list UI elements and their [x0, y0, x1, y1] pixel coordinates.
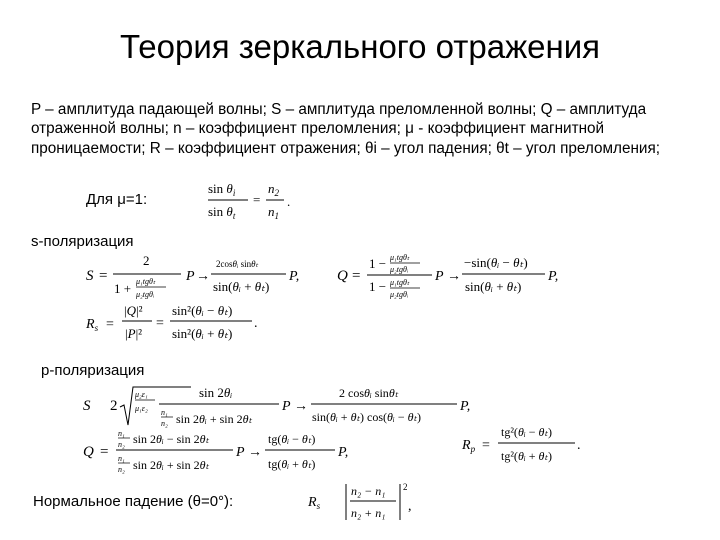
svg-text:S: S	[83, 398, 91, 414]
svg-text:sin(θᵢ + θₜ): sin(θᵢ + θₜ)	[213, 279, 270, 294]
svg-text:=: =	[482, 438, 490, 453]
svg-text:Rs: $R_s$	[308, 495, 321, 511]
s-reflected-formula	[337, 253, 572, 308]
svg-text:sin θt: $\sin \theta_t$	[208, 204, 236, 221]
svg-text:μ₁ε₂: μ₁ε₂	[135, 404, 148, 413]
svg-text:2: 2	[143, 253, 150, 268]
svg-text:−sin(θᵢ − θₜ): −sin(θᵢ − θₜ)	[464, 255, 528, 270]
svg-text:Q: Q	[337, 268, 348, 284]
svg-text:sin(θᵢ + θₜ) cos(θᵢ − θₜ): sin(θᵢ + θₜ) cos(θᵢ − θₜ)	[312, 410, 422, 424]
svg-text:μ₂tgθᵢ: μ₂tgθᵢ	[390, 265, 409, 274]
svg-text:n₁: n₁	[161, 408, 168, 417]
svg-text:n₂ + n₁: n₂ + n₁	[351, 506, 386, 520]
svg-text:|Q|²: |Q|²	[124, 303, 143, 318]
normal-incidence-formula	[308, 480, 428, 535]
svg-text:μ₁tgθₜ: μ₁tgθₜ	[390, 253, 410, 262]
svg-text:n1: $n_1$	[268, 204, 279, 221]
svg-text:Rs: $R_s$	[86, 317, 99, 333]
svg-text:S: S	[86, 268, 94, 284]
svg-text:2: 2	[403, 482, 408, 492]
svg-text:μ₂tgθᵢ: μ₂tgθᵢ	[390, 290, 409, 299]
svg-text:=: =	[106, 317, 114, 332]
svg-text:sin 2θᵢ + sin 2θₜ: sin 2θᵢ + sin 2θₜ	[133, 458, 210, 472]
svg-text:→: →	[294, 399, 308, 414]
svg-text:P: P	[236, 445, 245, 460]
svg-text:sin²(θᵢ − θₜ): sin²(θᵢ − θₜ)	[172, 303, 233, 318]
p-reflected-formula	[83, 428, 363, 483]
svg-text:2 cosθᵢ sinθₜ: 2 cosθᵢ sinθₜ	[339, 386, 399, 400]
snell-formula	[208, 178, 298, 229]
svg-text:n₂: n₂	[118, 465, 125, 474]
svg-text:Rp: $R_p$	[462, 438, 476, 454]
svg-text:.: .	[254, 316, 258, 331]
slide-title: Теория зеркального отражения	[119, 28, 601, 65]
svg-text:1 +: 1 +	[114, 281, 132, 296]
svg-text:n₂: n₂	[161, 419, 168, 428]
svg-text:μ₁tgθₜ: μ₁tgθₜ	[136, 277, 156, 286]
svg-text:P: P	[435, 269, 444, 284]
svg-text:Q: Q	[83, 444, 94, 460]
svg-text:2: 2	[110, 398, 118, 414]
svg-text:sin(θᵢ + θₜ): sin(θᵢ + θₜ)	[465, 279, 522, 294]
svg-text:→: →	[248, 445, 262, 460]
svg-text:n₁: n₁	[118, 429, 125, 438]
svg-text:|P|²: |P|²	[125, 326, 143, 341]
svg-text:n2: $n_2$	[268, 181, 279, 198]
svg-text:sin 2θᵢ + sin 2θₜ: sin 2θᵢ + sin 2θₜ	[176, 412, 253, 426]
svg-text:=: =	[352, 268, 361, 284]
mu-label: Для μ=1:	[86, 191, 148, 208]
svg-text:.: .	[577, 438, 581, 453]
svg-text:sin²(θᵢ + θₜ): sin²(θᵢ + θₜ)	[172, 326, 233, 341]
intro-paragraph: P – амплитуда падающей волны; S – амплитуда преломленной волны; Q – амплитуда отраженной волны; n – коэффициент преломления; μ - коэффициент магнитной проницаемости; R – коэффициент отражения; θi – угол падения; θt – угол преломления;	[31, 101, 660, 157]
svg-text:μ₁tgθₜ: μ₁tgθₜ	[390, 278, 410, 287]
svg-text:P,: P,	[548, 269, 559, 284]
svg-text:→: →	[447, 269, 461, 284]
p-reflectance-formula	[462, 420, 592, 475]
svg-text:1 −: 1 −	[369, 256, 387, 271]
svg-text:=: =	[99, 268, 108, 284]
svg-text:n₂: n₂	[118, 440, 125, 449]
svg-text:,: ,	[408, 499, 412, 514]
svg-text:P,: P,	[289, 269, 300, 284]
svg-text:n₁: n₁	[118, 454, 125, 463]
svg-text:1 −: 1 −	[369, 279, 387, 294]
svg-text:sin θi: $\sin \theta_i$	[208, 181, 236, 198]
svg-text:.: .	[287, 194, 291, 209]
p-polarization-label: p-поляризация	[41, 362, 145, 379]
svg-text:μ₂ε₁: μ₂ε₁	[135, 390, 148, 399]
svg-text:=: =	[100, 444, 109, 460]
svg-text:n₂ − n₁: n₂ − n₁	[351, 484, 386, 498]
svg-text:tg(θᵢ − θₜ): tg(θᵢ − θₜ)	[268, 432, 316, 446]
svg-text:2cosθᵢ sinθₜ: 2cosθᵢ sinθₜ	[216, 259, 259, 269]
svg-text:P,: P,	[338, 445, 349, 460]
svg-text:tg(θᵢ + θₜ): tg(θᵢ + θₜ)	[268, 457, 316, 471]
svg-text:P,: P,	[460, 399, 471, 414]
svg-text:→: →	[196, 269, 210, 284]
svg-text:sin 2θᵢ: sin 2θᵢ	[199, 385, 233, 400]
normal-incidence-label: Нормальное падение (θ=0°):	[33, 493, 234, 510]
svg-text:P: P	[186, 269, 195, 284]
svg-text:tg²(θᵢ − θₜ): tg²(θᵢ − θₜ)	[501, 425, 552, 439]
svg-text:μ₂tgθᵢ: μ₂tgθᵢ	[136, 290, 155, 299]
svg-text:=: =	[253, 192, 261, 207]
s-reflectance-formula	[86, 300, 266, 351]
s-polarization-label: s-поляризация	[31, 233, 134, 250]
svg-text:P: P	[282, 399, 291, 414]
svg-text:=: =	[156, 316, 164, 331]
svg-text:sin 2θᵢ − sin 2θₜ: sin 2θᵢ − sin 2θₜ	[133, 432, 210, 446]
svg-text:tg²(θᵢ + θₜ): tg²(θᵢ + θₜ)	[501, 449, 552, 463]
